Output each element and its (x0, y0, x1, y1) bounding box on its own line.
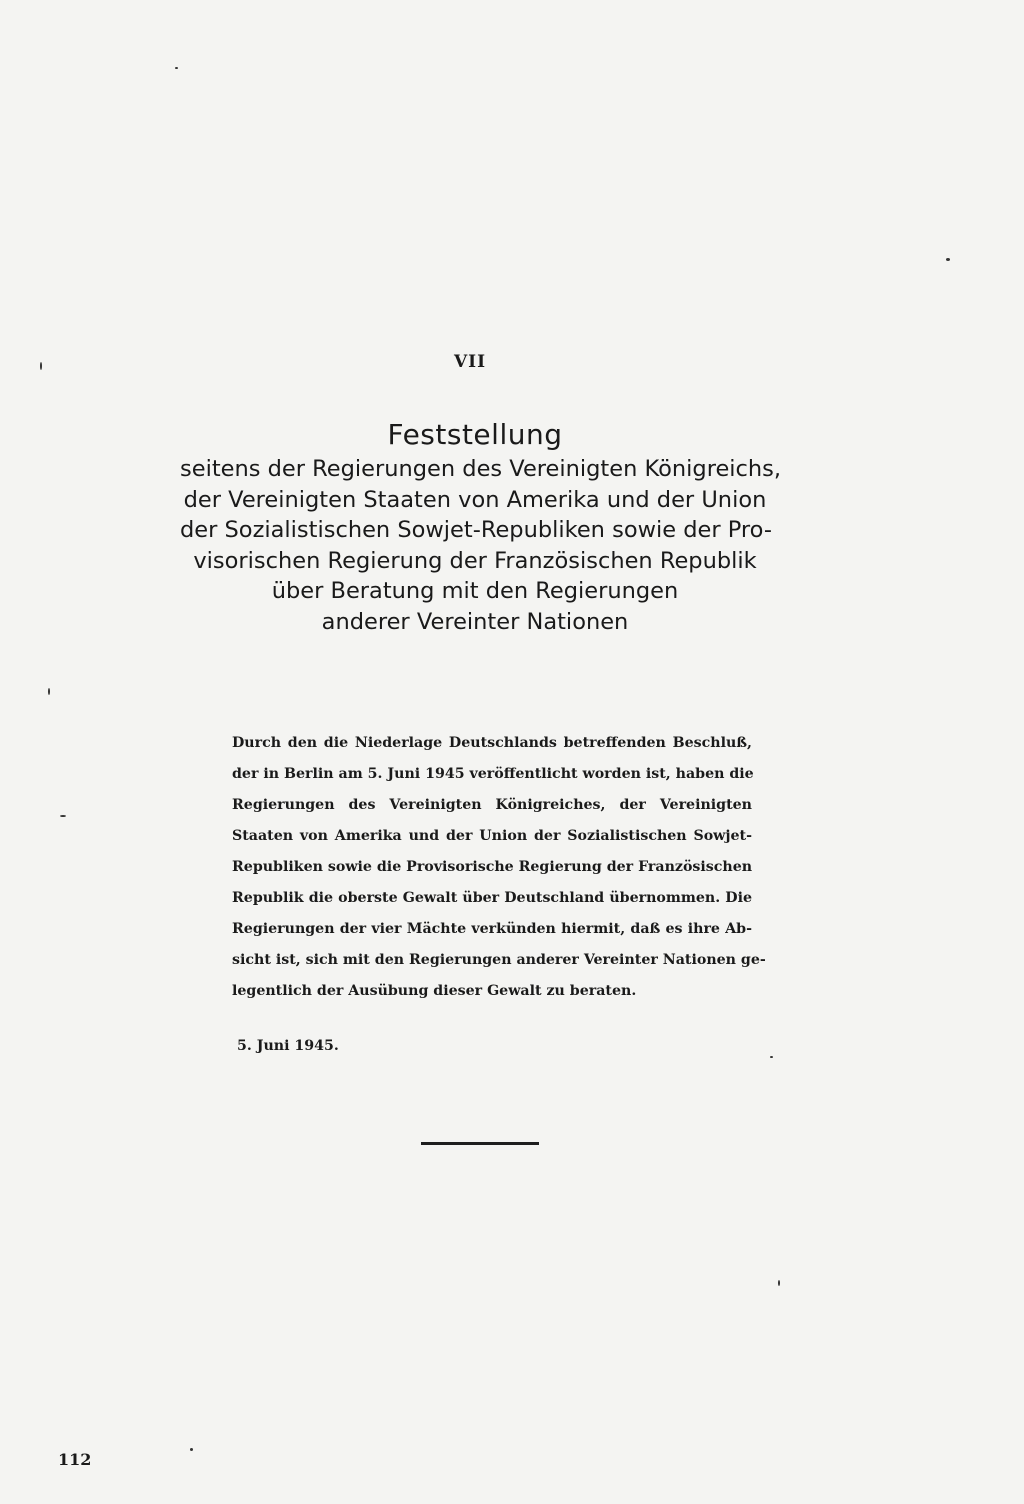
title-line: über Beratung mit den Regierungen (271, 578, 679, 604)
scan-speck (770, 1056, 773, 1058)
title-main: Feststellung (387, 418, 563, 451)
body-line: Durch den die Niederlage Deutschlands betreffenden Beschluß, (232, 735, 752, 751)
scan-speck (190, 1448, 193, 1451)
chapter-number: VII (453, 352, 487, 372)
body-line: Regierungen des Vereinigten Königreiches, der Vereinigten (232, 797, 752, 813)
document-date: 5. Juni 1945. (237, 1038, 339, 1054)
document-title (180, 418, 782, 637)
scan-speck (175, 67, 178, 69)
body-line: Staaten von Amerika und der Union der Sozialistischen Sowjet- (232, 828, 752, 844)
title-line: seitens der Regierungen des Vereinigten Königreichs, (180, 456, 782, 482)
body-line: der in Berlin am 5. Juni 1945 veröffentlicht worden ist, haben die (232, 766, 754, 782)
section-divider (421, 1142, 539, 1145)
body-line: Republik die oberste Gewalt über Deutschland übernommen. Die (232, 890, 752, 906)
scan-speck (48, 688, 50, 695)
body-line: sicht ist, sich mit den Regierungen anderer Vereinter Nationen ge- (232, 952, 766, 968)
title-line: der Sozialistischen Sowjet-Republiken sowie der Pro- (180, 517, 772, 543)
title-line: der Vereinigten Staaten von Amerika und der Union (183, 486, 767, 513)
title-line: anderer Vereinter Nationen (321, 608, 629, 635)
body-paragraph (232, 728, 766, 1007)
body-line: Regierungen der vier Mächte verkünden hiermit, daß es ihre Ab- (232, 921, 752, 937)
scan-speck (40, 362, 42, 370)
body-line: Republiken sowie die Provisorische Regierung der Französischen (232, 859, 753, 875)
scan-speck (946, 258, 950, 261)
page-number: 112 (58, 1450, 92, 1469)
title-line: visorischen Regierung der Französischen Republik (193, 547, 757, 574)
scan-speck (60, 815, 66, 817)
body-line: legentlich der Ausübung dieser Gewalt zu beraten. (232, 983, 637, 999)
scan-speck (778, 1280, 780, 1286)
